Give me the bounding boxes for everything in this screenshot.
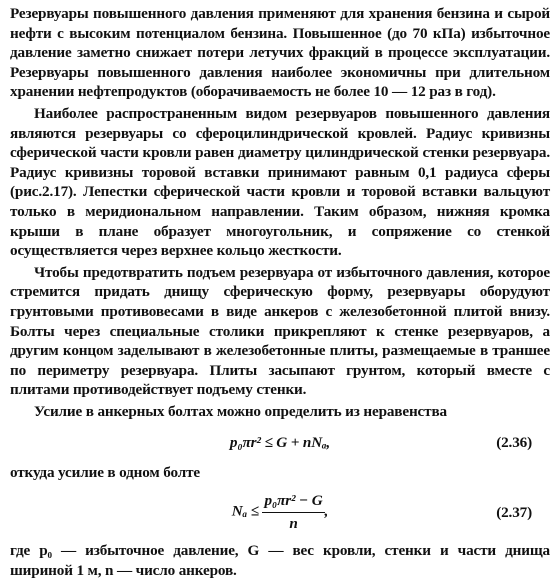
paragraph-spherocylindrical-roof: Наиболее распространенным видом резервуаров повышенного давления являются резервуары со сфероцилиндрической кровлей. Радиус кривизны сферической части кровли равен диаметру цилиндрической стенки резервуара. Радиус кривизны торовой вставки принимают равным 0,1 радиуса сферы (рис.2.17). Лепестки сферической части кровли и торовой вставки вальцуют только в меридиональном направлении. Таким образом, нижняя кромка крыши в плане образует многоугольник, и сопряжение со стенкой осуществляется через верхнее кольцо жесткости. — [10, 104, 550, 260]
formula-2-37-number: (2.37) — [496, 504, 532, 522]
formula-2-37-fraction — [262, 491, 324, 533]
formula-2-37-tail: , — [324, 502, 329, 520]
formula-2-37-numerator: p₀πr² − G — [262, 491, 324, 513]
paragraph-single-bolt-force: откуда усилие в одном болте — [10, 464, 201, 482]
paragraph-variable-definitions: где p₀ — избыточное давление, G — вес кровли, стенки и части днища шириной 1 м, n — число анкеров. — [10, 542, 550, 579]
formula-2-37 — [10, 485, 550, 539]
paragraph-ground-counterweights: Чтобы предотвратить подъем резервуара от избыточного давления, которое стремится придать днищу сферическую форму, резервуары оборудуют грунтовыми противовесами в виде анкеров с железобетонной плитой внизу. Болты через специальные столики прикрепляют к стенке резервуаров, а другим концом заделывают в железобетонные плиты, размещаемые в траншее по периметру резервуара. Плиты засыпают грунтом, который вместе с плитами противодействует подъему стенки. — [10, 263, 550, 399]
formula-2-36 — [10, 423, 550, 461]
formula-2-37-denominator: n — [289, 514, 298, 532]
paragraph-anchor-force-intro: Усилие в анкерных болтах можно определить из неравенства — [34, 402, 447, 420]
paragraph-high-pressure-tanks: Резервуары повышенного давления применяют для хранения бензина и сырой нефти с высоким потенциалом бензина. Повышенное (до 70 кПа) избыточное давление заметно снижает потери летучих фракций в процессе эксплуатации. Резервуары повышенного давления наиболее экономичны при длительном хранении нефтепродуктов (оборачиваемость не более 10 — 12 раз в год). — [10, 5, 550, 101]
formula-2-37-expression — [10, 491, 550, 533]
formula-2-36-number: (2.36) — [496, 434, 532, 452]
formula-2-37-lhs: Nₐ ≤ — [231, 502, 259, 520]
formula-2-36-expression: p₀πr² ≤ G + nNₐ, — [229, 434, 331, 452]
